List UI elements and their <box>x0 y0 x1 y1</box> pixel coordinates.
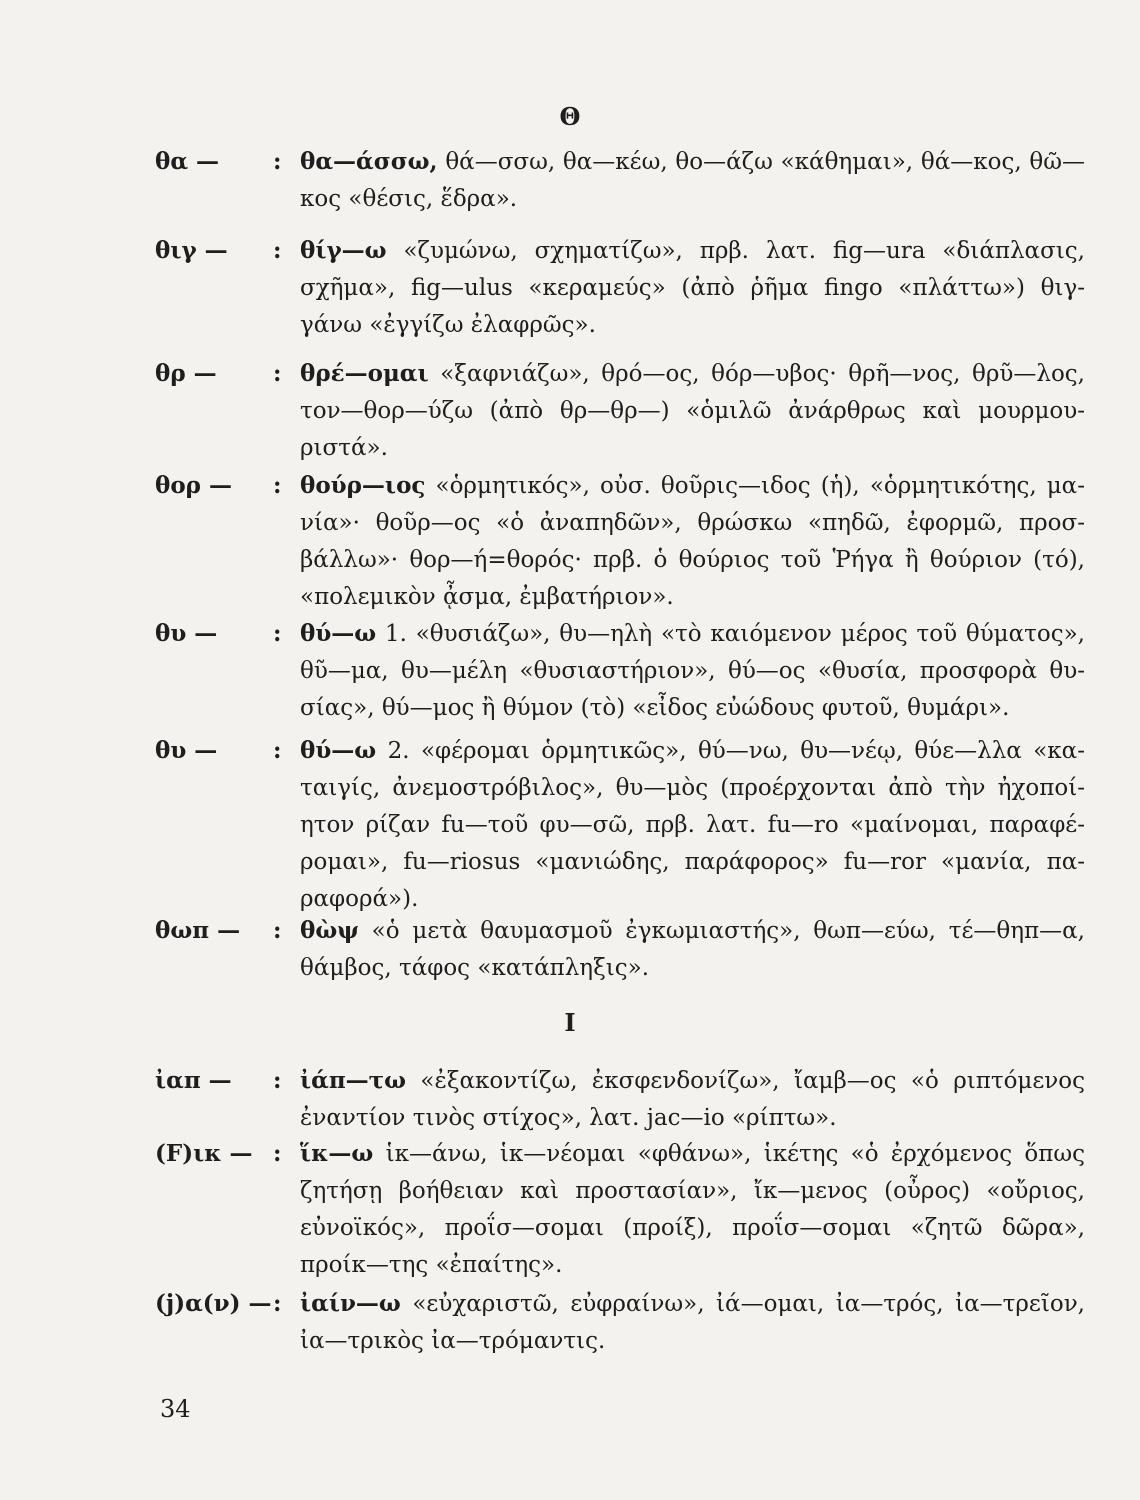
definition <box>300 1135 1085 1284</box>
lemma: ἰάπ—τω <box>300 1067 407 1094</box>
lemma: ἵκ—ω <box>300 1140 374 1167</box>
lemma: θύ—ω <box>300 737 377 764</box>
headword: θορ — <box>155 472 232 499</box>
headword: θωπ — <box>155 917 241 944</box>
entry-fik: (F)ικ — : ἵκ—ω ἱκ—άνω, ἱκ—νέομαι «φθάνω», ἱκέτης «ὁ ἐρχόμενος ὅπως ζητήσῃ βοήθειαν καὶ προστασίαν», ἴκ—μενος (οὖρος) «οὔριος, εὐνοϊκός», προΐσ—σομαι (προίξ), προΐσ—σομαι «ζητῶ δῶρα», προίκ—της «ἐπαίτης». <box>155 1135 1085 1284</box>
entry-iap: ἰαπ — : ἰάπ—τω «ἐξακοντίζω, ἐκσφενδονίζω», ἴαμβ—ος «ὁ ριπτόμενος ἐναντίον τινὸς στίχος», λατ. jac—io «ρίπτω». <box>155 1062 1085 1137</box>
lemma: θούρ—ιος <box>300 472 426 499</box>
entry-thig: θιγ — : θίγ—ω «ζυμώνω, σχηματίζω», πρβ. λατ. fig—ura «διάπλασις, σχῆμα», fig—ulus «κεραμεύς» (ἀπὸ ῥῆμα fingo «πλάττω») θιγ-γάνω «ἐγγίζω ἐλαφρῶς». <box>155 232 1085 344</box>
headword: θα — <box>155 148 220 175</box>
definition <box>300 143 1085 218</box>
definition-text: «ὁρμητικός», οὐσ. θοῦρις—ιδος (ἡ), «ὁρμητικότης, μα-νία»· θοῦρ—ος «ὁ ἀναπηδῶν», θρώσκω «πηδῶ, ἐφορμῶ, προσ-βάλλω»· θορ—ή=θορός· πρβ. ὁ θούριος τοῦ Ῥήγα ἢ θούριον (τό), «πολεμικὸν ᾆσμα, ἐμβατήριον». <box>300 473 1085 610</box>
definition <box>300 232 1085 344</box>
definition <box>300 615 1085 727</box>
entry-thr: θρ — : θρέ—ομαι «ξαφνιάζω», θρό—ος, θόρ—υβος· θρῆ—νος, θρῦ—λος, τον—θορ—ύζω (ἀπὸ θρ—θρ—) «ὁμιλῶ ἀνάρθρως καὶ μουρμου-ριστά». <box>155 355 1085 467</box>
entry-thor: θορ — : θούρ—ιος «ὁρμητικός», οὐσ. θοῦρις—ιδος (ἡ), «ὁρμητικότης, μα-νία»· θοῦρ—ος «ὁ ἀναπηδῶν», θρώσκω «πηδῶ, ἐφορμῶ, προσ-βάλλω»· θορ—ή=θορός· πρβ. ὁ θούριος τοῦ Ῥήγα ἢ θούριον (τό), «πολεμικὸν ᾆσμα, ἐμβατήριον». <box>155 467 1085 616</box>
section-heading-theta: Θ <box>559 102 581 131</box>
section-heading-iota: Ι <box>564 1008 576 1037</box>
entry-tha: θα — : θα—άσσω, θά—σσω, θα—κέω, θο—άζω «κάθημαι», θά—κος, θῶ—κος «θέσις, ἕδρα». <box>155 143 1085 218</box>
page-number: 34 <box>160 1395 191 1423</box>
definition-text: «ζυμώνω, σχηματίζω», πρβ. λατ. fig—ura «διάπλασις, σχῆμα», fig—ulus «κεραμεύς» (ἀπὸ ῥῆμα fingo «πλάττω») θιγ-γάνω «ἐγγίζω ἐλαφρῶς». <box>300 238 1085 338</box>
definition-text: «ἐξακοντίζω, ἐκσφενδονίζω», ἴαμβ—ος «ὁ ριπτόμενος ἐναντίον τινὸς στίχος», λατ. jac—io «ρίπτω». <box>300 1068 1085 1131</box>
lemma: θίγ—ω <box>300 237 387 264</box>
lemma: θύ—ω <box>300 620 377 647</box>
headword: θιγ — <box>155 237 228 264</box>
lemma: θα—άσσω, <box>300 148 438 175</box>
definition-text: 2. «φέρομαι ὁρμητικῶς», θύ—νω, θυ—νέῳ, θύε—λλα «κα-ταιγίς, ἀνεμοστρόβιλος», θυ—μὸς (προέρχονται ἀπὸ τὴν ἠχοποί-ητον ρίζαν fu—τοῦ φυ—σῶ, πρβ. λατ. fu—ro «μαίνομαι, παραφέ-ρομαι», fu—riosus «μανιώδης, παράφορος» fu—ror «μανία, πα-ραφορά»). <box>300 738 1085 912</box>
headword: (j)α(ν) — <box>155 1290 272 1317</box>
headword: θρ — <box>155 360 217 387</box>
definition-text: «ξαφνιάζω», θρό—ος, θόρ—υβος· θρῆ—νος, θρῦ—λος, τον—θορ—ύζω (ἀπὸ θρ—θρ—) «ὁμιλῶ ἀνάρθρως καὶ μουρμου-ριστά». <box>300 361 1085 461</box>
definition-text: «εὐχαριστῶ, εὐφραίνω», ἰά—ομαι, ἰα—τρός, ἰα—τρεῖον, ἰα—τρικὸς ἰα—τρόμαντις. <box>300 1291 1085 1354</box>
definition <box>300 912 1085 987</box>
lemma: θὼψ <box>300 917 359 944</box>
headword: θυ — <box>155 620 218 647</box>
lemma: θρέ—ομαι <box>300 360 429 387</box>
definition-text: θά—σσω, θα—κέω, θο—άζω «κάθημαι», θά—κος, θῶ—κος «θέσις, ἕδρα». <box>300 149 1085 212</box>
headword: (F)ικ — <box>155 1140 253 1167</box>
definition <box>300 732 1085 918</box>
lemma: ἰαίν—ω <box>300 1290 401 1317</box>
headword: θυ — <box>155 737 218 764</box>
definition <box>300 1062 1085 1137</box>
headword: ἰαπ — <box>155 1067 232 1094</box>
definition-text: «ὁ μετὰ θαυμασμοῦ ἐγκωμιαστής», θωπ—εύω, τέ—θηπ—α, θάμβος, τάφος «κατάπληξις». <box>300 918 1085 981</box>
definition <box>300 467 1085 616</box>
definition-text: ἱκ—άνω, ἱκ—νέομαι «φθάνω», ἱκέτης «ὁ ἐρχόμενος ὅπως ζητήσῃ βοήθειαν καὶ προστασίαν», ἴκ—μενος (οὖρος) «οὔριος, εὐνοϊκός», προΐσ—σομαι (προίξ), προΐσ—σομαι «ζητῶ δῶρα», προίκ—της «ἐπαίτης». <box>300 1141 1085 1278</box>
definition <box>300 1285 1085 1360</box>
entry-thop: θωπ — : θὼψ «ὁ μετὰ θαυμασμοῦ ἐγκωμιαστής», θωπ—εύω, τέ—θηπ—α, θάμβος, τάφος «κατάπληξις». <box>155 912 1085 987</box>
definition-text: 1. «θυσιάζω», θυ—ηλὴ «τὸ καιόμενον μέρος τοῦ θύματος», θῦ—μα, θυ—μέλη «θυσιαστήριον», θύ—ος «θυσία, προσφορὰ θυ-σίας», θύ—μος ἢ θύμον (τὸ) «εἶδος εὐώδους φυτοῦ, θυμάρι». <box>300 621 1085 721</box>
definition <box>300 355 1085 467</box>
entry-jan: (j)α(ν) — : ἰαίν—ω «εὐχαριστῶ, εὐφραίνω», ἰά—ομαι, ἰα—τρός, ἰα—τρεῖον, ἰα—τρικὸς ἰα—τρόμαντις. <box>155 1285 1085 1360</box>
entry-thy-1: θυ — : θύ—ω 1. «θυσιάζω», θυ—ηλὴ «τὸ καιόμενον μέρος τοῦ θύματος», θῦ—μα, θυ—μέλη «θυσιαστήριον», θύ—ος «θυσία, προσφορὰ θυ-σίας», θύ—μος ἢ θύμον (τὸ) «εἶδος εὐώδους φυτοῦ, θυμάρι». <box>155 615 1085 727</box>
entry-thy-2: θυ — : θύ—ω 2. «φέρομαι ὁρμητικῶς», θύ—νω, θυ—νέῳ, θύε—λλα «κα-ταιγίς, ἀνεμοστρόβιλος», θυ—μὸς (προέρχονται ἀπὸ τὴν ἠχοποί-ητον ρίζαν fu—τοῦ φυ—σῶ, πρβ. λατ. fu—ro «μαίνομαι, παραφέ-ρομαι», fu—riosus «μανιώδης, παράφορος» fu—ror «μανία, πα-ραφορά»). <box>155 732 1085 918</box>
